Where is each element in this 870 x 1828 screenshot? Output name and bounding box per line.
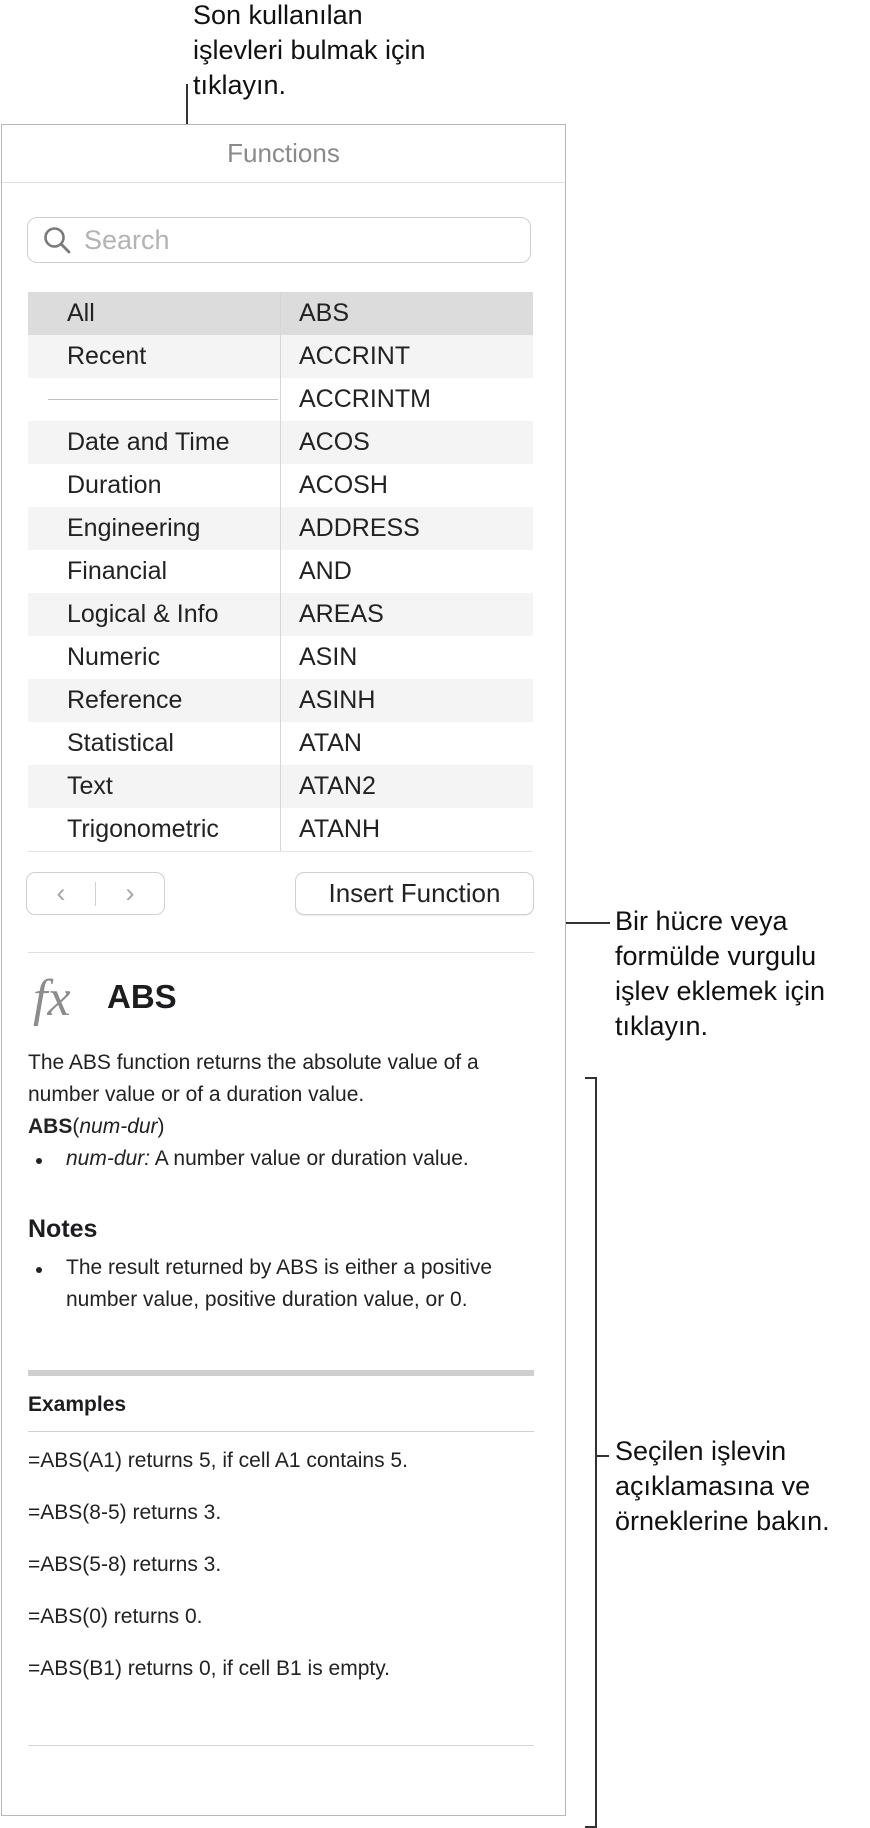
function-browser: [28, 292, 532, 852]
example-item: =ABS(5-8) returns 3.: [28, 1553, 222, 1576]
examples-heading: Examples: [28, 1393, 127, 1416]
callout-line: tıklayın.: [193, 70, 287, 100]
callout-line: formülde vurgulu: [615, 941, 817, 971]
browser-bottom-border: [28, 851, 532, 852]
category-item[interactable]: All: [28, 292, 280, 335]
callout-line: tıklayın.: [615, 1011, 709, 1041]
example-item: =ABS(8-5) returns 3.: [28, 1501, 222, 1524]
notes-heading: Notes: [28, 1215, 98, 1243]
insert-function-button[interactable]: Insert Function: [295, 872, 534, 915]
divider: [28, 1745, 534, 1746]
function-item[interactable]: AND: [299, 557, 352, 585]
examples-rule: [28, 1431, 534, 1432]
callout-line: işlevleri bulmak için: [193, 35, 426, 65]
syntax-name: ABS: [28, 1115, 73, 1138]
callout-insert: [615, 904, 825, 1044]
function-syntax: [28, 1111, 165, 1143]
fx-icon: fx: [33, 970, 71, 1027]
function-item[interactable]: AREAS: [281, 593, 533, 636]
function-item[interactable]: ACOS: [281, 421, 533, 464]
callout-recent: [193, 0, 426, 103]
category-item[interactable]: Recent: [28, 335, 280, 378]
syntax-arg: num-dur: [79, 1115, 158, 1138]
argument-list: [28, 1143, 498, 1175]
callout-line: Son kullanılan: [193, 0, 363, 30]
search-icon: [42, 225, 72, 255]
history-nav: [26, 872, 165, 915]
search-input[interactable]: [82, 224, 506, 257]
divider: [28, 952, 534, 953]
category-item[interactable]: Date and Time: [28, 421, 280, 464]
notes-list: [28, 1252, 498, 1316]
argument-item: [28, 1143, 498, 1175]
category-item[interactable]: Statistical: [67, 729, 174, 757]
function-item[interactable]: ASINH: [281, 679, 533, 722]
category-item[interactable]: Financial: [67, 557, 168, 585]
function-item[interactable]: ACCRINTM: [299, 385, 431, 413]
chevron-right-icon: ›: [125, 878, 135, 908]
syntax-paren: ): [157, 1115, 165, 1138]
category-item[interactable]: Duration: [67, 471, 162, 499]
category-item[interactable]: Logical & Info: [28, 593, 280, 636]
back-button[interactable]: [27, 873, 95, 914]
argument-name: num-dur:: [66, 1147, 151, 1170]
function-item[interactable]: ATAN: [299, 729, 362, 757]
function-name: ABS: [107, 978, 177, 1015]
example-item: =ABS(B1) returns 0, if cell B1 is empty.: [28, 1657, 390, 1680]
function-item[interactable]: ACCRINT: [281, 335, 533, 378]
forward-button[interactable]: [96, 873, 164, 914]
functions-panel: [1, 124, 566, 1816]
function-description: The ABS function returns the absolute value of a number value or of a duration value.: [28, 1051, 479, 1106]
example-item: =ABS(A1) returns 5, if cell A1 contains 5.: [28, 1449, 408, 1472]
argument-text: A number value or duration value.: [150, 1147, 469, 1170]
search-field[interactable]: [27, 217, 531, 263]
callout-line: açıklamasına ve: [615, 1471, 811, 1501]
examples-bar: [28, 1370, 534, 1376]
function-item[interactable]: ACOSH: [299, 471, 388, 499]
callout-description: [615, 1434, 830, 1539]
function-item[interactable]: ASIN: [299, 643, 358, 671]
callout-line: işlev eklemek için: [615, 976, 826, 1006]
function-list: [280, 292, 533, 851]
syntax-paren: (: [72, 1115, 80, 1138]
function-item[interactable]: ADDRESS: [281, 507, 533, 550]
examples-list: [28, 1445, 534, 1705]
callout-line: örneklerine bakın.: [615, 1506, 830, 1536]
category-item[interactable]: Reference: [28, 679, 280, 722]
category-list: [28, 292, 280, 851]
note-item: The result returned by ABS is either a positive number value, positive duration value, or 0.: [28, 1252, 498, 1316]
category-item[interactable]: Engineering: [28, 507, 280, 550]
function-item[interactable]: ABS: [281, 292, 533, 335]
panel-title: Functions: [2, 125, 565, 183]
callout-line: Seçilen işlevin: [615, 1436, 787, 1466]
category-item[interactable]: Trigonometric: [67, 815, 219, 843]
chevron-left-icon: ‹: [56, 878, 66, 908]
category-item[interactable]: Numeric: [67, 643, 161, 671]
category-separator: [28, 378, 280, 421]
function-item[interactable]: ATANH: [299, 815, 381, 843]
category-item[interactable]: Text: [28, 765, 280, 808]
function-item[interactable]: ATAN2: [281, 765, 533, 808]
example-item: =ABS(0) returns 0.: [28, 1605, 203, 1628]
callout-line: Bir hücre veya: [615, 906, 788, 936]
